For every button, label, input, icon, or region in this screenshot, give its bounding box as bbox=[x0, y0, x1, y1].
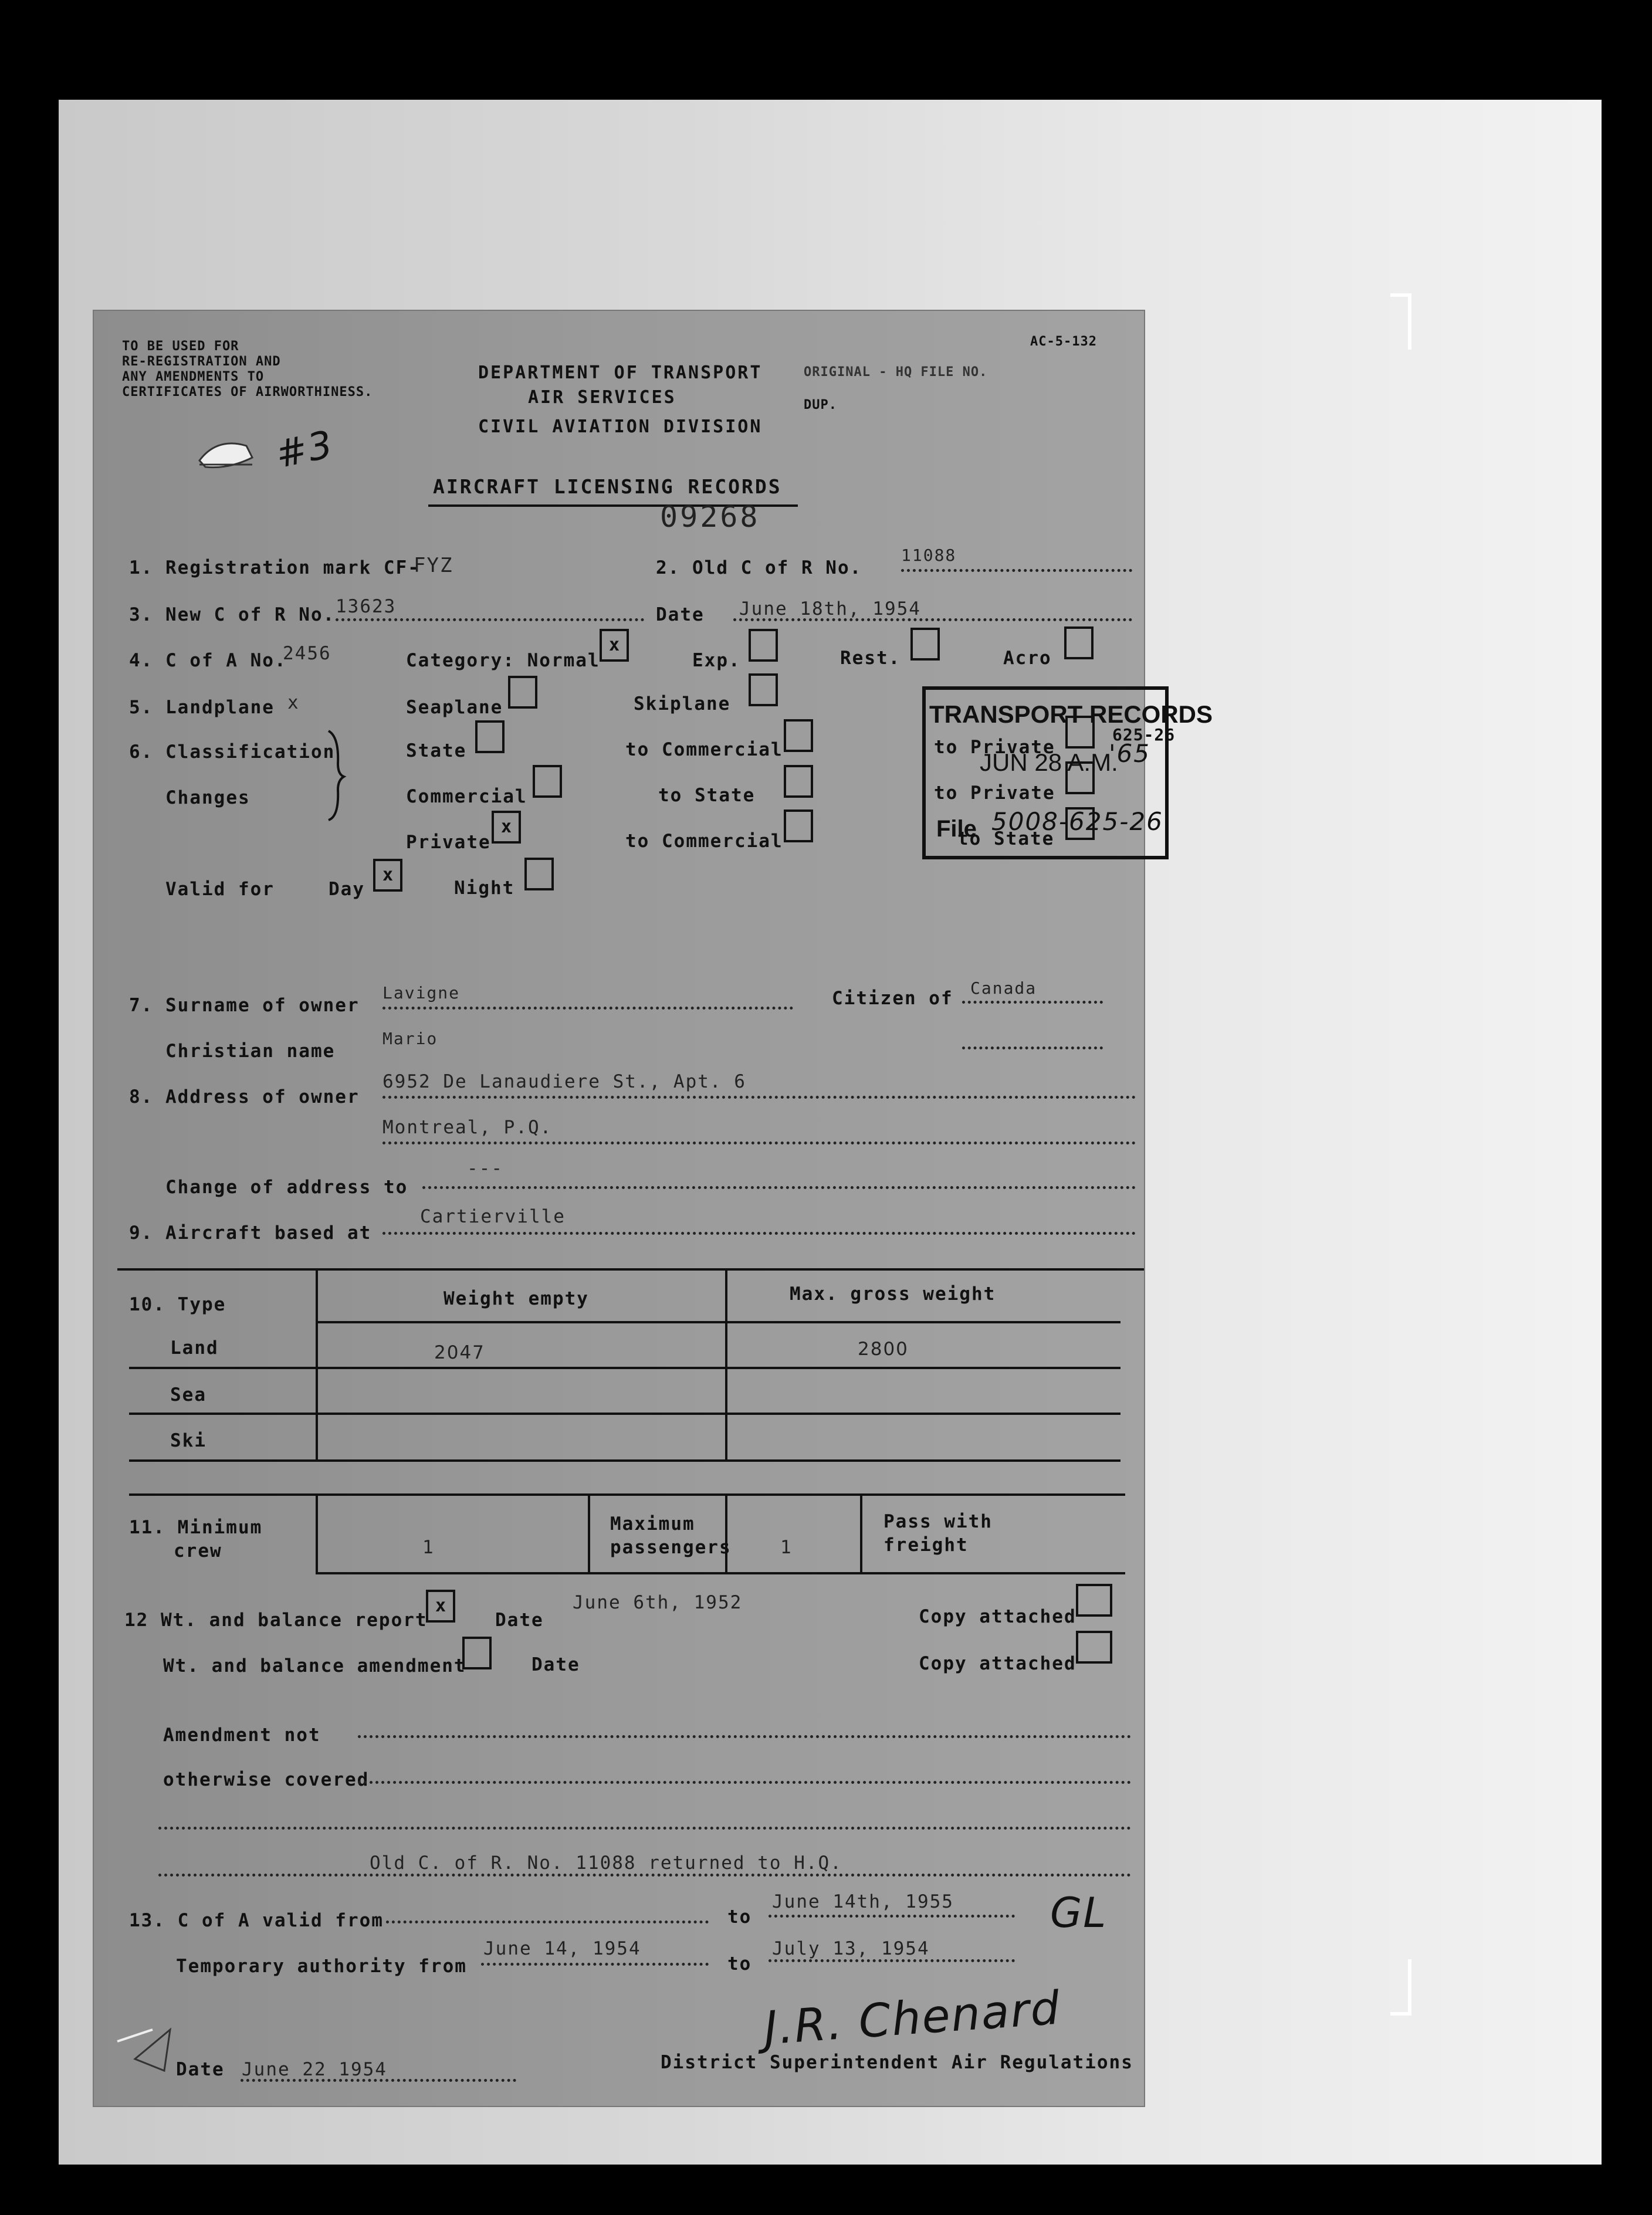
notice-line: TO BE USED FOR bbox=[122, 339, 239, 354]
address-label: 8. Address of owner bbox=[129, 1086, 360, 1108]
notice-line: CERTIFICATES OF AIRWORTHINESS. bbox=[122, 385, 373, 399]
balance-report-label: 12 Wt. and balance report bbox=[124, 1610, 428, 1631]
surname-label: 7. Surname of owner bbox=[129, 995, 360, 1016]
extra-rule bbox=[158, 1827, 1131, 1830]
copy-attached-label-2: Copy attached bbox=[919, 1653, 1076, 1674]
cofa-valid-label: 13. C of A valid from bbox=[129, 1910, 384, 1931]
footer-date-rule bbox=[241, 2079, 516, 2082]
weights-table-divider bbox=[316, 1268, 318, 1459]
corner-fold-mark-icon bbox=[111, 2012, 176, 2077]
class-from-commercial: Commercial bbox=[406, 786, 527, 807]
weights-row-type: Land bbox=[170, 1337, 219, 1359]
margin-mark: #3 bbox=[272, 422, 337, 477]
balance-report-date: June 6th, 1952 bbox=[573, 1592, 743, 1613]
category-rest-label: Rest. bbox=[840, 648, 901, 669]
old-cofr-line bbox=[901, 569, 1132, 572]
class-to-commercial-checkbox[interactable] bbox=[784, 719, 813, 752]
otherwise-covered-label: otherwise covered bbox=[163, 1769, 370, 1790]
copy-attached-checkbox[interactable] bbox=[1076, 1584, 1112, 1617]
min-crew-value: 1 bbox=[422, 1537, 435, 1558]
stamp-file-number: 5008-625-26 bbox=[991, 807, 1163, 836]
class-from-state: State bbox=[406, 740, 467, 761]
pass-freight-label: Pass with bbox=[883, 1511, 993, 1532]
class-to-private-2: to Private bbox=[934, 783, 1055, 804]
notice-line: ANY AMENDMENTS TO bbox=[122, 370, 265, 384]
weights-row-gross: 2800 bbox=[858, 1339, 909, 1360]
christian-name-value: Mario bbox=[382, 1029, 438, 1048]
registration-label: 1. Registration mark CF- bbox=[129, 557, 420, 578]
cofa-value: 2456 bbox=[283, 643, 331, 664]
cofr-date-line bbox=[733, 618, 1132, 621]
valid-for-label: Valid for bbox=[165, 879, 275, 900]
temp-authority-from: June 14, 1954 bbox=[483, 1938, 641, 1959]
form-title: AIRCRAFT LICENSING RECORDS bbox=[433, 475, 782, 498]
stamp-corner-number: 625-26 bbox=[1112, 725, 1176, 744]
cofa-valid-from-rule bbox=[386, 1921, 709, 1923]
weights-row-type: Sea bbox=[170, 1384, 206, 1405]
weights-col-gross: Max. gross weight bbox=[790, 1283, 996, 1305]
christian-right-line bbox=[962, 1046, 1103, 1049]
district-superintendent-label: District Superintendent Air Regulations bbox=[661, 2052, 1133, 2073]
min-crew-label: 11. Minimum bbox=[129, 1517, 263, 1538]
old-cofr-returned-note: Old C. of R. No. 11088 returned to H.Q. bbox=[370, 1852, 842, 1874]
registration-mark: FYZ bbox=[414, 554, 453, 577]
corner-bracket bbox=[1390, 1959, 1411, 2016]
record-number: 09268 bbox=[660, 500, 760, 534]
class-to-private-checkbox[interactable] bbox=[1065, 716, 1095, 749]
temp-authority-to: July 13, 1954 bbox=[772, 1938, 930, 1959]
initials: GL bbox=[1050, 1889, 1108, 1937]
stamp-file-label: File bbox=[936, 816, 977, 842]
crew-table-bottom bbox=[316, 1572, 1125, 1574]
address-line-1: 6952 De Lanaudiere St., Apt. 6 bbox=[382, 1071, 746, 1092]
crew-table-divider bbox=[860, 1493, 862, 1574]
crew-table-top bbox=[129, 1493, 1125, 1496]
new-cofr-label: 3. New C of R No. bbox=[129, 604, 336, 625]
weights-table-rule bbox=[129, 1367, 1120, 1369]
new-cofr-line bbox=[336, 618, 644, 621]
class-from-private: Private bbox=[406, 832, 491, 853]
amendment-not-rule bbox=[358, 1735, 1131, 1738]
old-cofr-value: 11088 bbox=[901, 546, 957, 565]
classification-label: 6. Classification bbox=[129, 741, 336, 763]
class-to-commercial-2: to Commercial bbox=[625, 831, 783, 852]
class-to-private-2-checkbox[interactable] bbox=[1065, 761, 1095, 794]
max-passengers-label-2: passengers bbox=[610, 1537, 732, 1558]
category-rest-checkbox[interactable] bbox=[910, 628, 940, 661]
category-acro-label: Acro bbox=[1003, 648, 1052, 669]
weights-row-type: Ski bbox=[170, 1430, 206, 1451]
valid-night-label: Night bbox=[454, 878, 515, 899]
landplane-mark: x bbox=[287, 692, 300, 713]
weights-table-rule bbox=[129, 1413, 1120, 1415]
changes-label: Changes bbox=[165, 787, 250, 808]
pass-freight-label-2: freight bbox=[883, 1535, 969, 1556]
crew-table-divider bbox=[725, 1493, 727, 1574]
valid-day-label: Day bbox=[329, 879, 365, 900]
notice-line: RE-REGISTRATION AND bbox=[122, 354, 281, 369]
based-at-value: Cartierville bbox=[420, 1206, 566, 1227]
class-to-commercial: to Commercial bbox=[625, 739, 783, 760]
cofa-valid-to: June 14th, 1955 bbox=[772, 1891, 954, 1912]
category-acro-checkbox[interactable] bbox=[1064, 626, 1094, 659]
weights-table-bottom bbox=[129, 1459, 1120, 1462]
citizen-label: Citizen of bbox=[832, 988, 953, 1009]
weights-col-empty: Weight empty bbox=[444, 1288, 589, 1309]
surname-value: Lavigne bbox=[382, 983, 461, 1002]
footer-date-value: June 22 1954 bbox=[242, 2059, 387, 2080]
category-exp-label: Exp. bbox=[692, 650, 741, 671]
class-to-state-2-checkbox[interactable] bbox=[1065, 807, 1095, 840]
date-label: Date bbox=[656, 604, 705, 625]
signature: J.R. Chenard bbox=[762, 1982, 1062, 2055]
valid-day-checkbox[interactable]: x bbox=[373, 859, 402, 892]
copy-attached-checkbox-2[interactable] bbox=[1076, 1631, 1112, 1664]
class-commercial-checkbox[interactable] bbox=[533, 765, 562, 798]
cofa-label: 4. C of A No. bbox=[129, 650, 287, 671]
otherwise-covered-rule bbox=[358, 1781, 1131, 1784]
valid-night-checkbox[interactable] bbox=[524, 858, 554, 890]
new-cofr-value: 13623 bbox=[336, 596, 397, 617]
old-cofr-label: 2. Old C of R No. bbox=[656, 557, 862, 578]
cofa-to-label: to bbox=[727, 1906, 752, 1928]
department-title: DEPARTMENT OF TRANSPORT bbox=[478, 363, 763, 383]
stamp-handwritten-year: '65 bbox=[1109, 739, 1150, 768]
cofa-valid-to-rule bbox=[769, 1915, 1015, 1918]
weights-table-rule bbox=[316, 1321, 1120, 1323]
temp-authority-label: Temporary authority from bbox=[176, 1956, 467, 1977]
temp-to-label: to bbox=[727, 1953, 752, 1974]
copy-attached-label: Copy attached bbox=[919, 1606, 1076, 1627]
division-title: CIVIL AVIATION DIVISION bbox=[478, 416, 763, 437]
weights-col-type: 10. Type bbox=[129, 1294, 226, 1315]
class-to-state-2: to State bbox=[957, 828, 1055, 849]
stamp-title: TRANSPORT RECORDS bbox=[929, 700, 1213, 728]
seaplane-checkbox[interactable] bbox=[508, 676, 537, 709]
note-rule bbox=[158, 1874, 1131, 1877]
seaplane-label: Seaplane bbox=[406, 697, 503, 718]
temp-to-rule bbox=[769, 1959, 1015, 1962]
category-exp-checkbox[interactable] bbox=[749, 629, 778, 662]
citizen-value: Canada bbox=[970, 978, 1037, 998]
weights-row-empty: 2047 bbox=[434, 1342, 485, 1363]
surname-line bbox=[382, 1007, 793, 1010]
based-at-rule bbox=[382, 1232, 1136, 1235]
weights-table-divider bbox=[725, 1268, 727, 1459]
class-to-state: to State bbox=[658, 785, 756, 806]
crew-table-divider bbox=[316, 1493, 318, 1574]
balance-amendment-checkbox[interactable] bbox=[462, 1637, 492, 1669]
christian-name-label: Christian name bbox=[165, 1041, 336, 1062]
footer-date-label: Date bbox=[176, 2059, 225, 2080]
citizen-line bbox=[962, 1001, 1103, 1004]
stamp-date: JUN 28 A.M. bbox=[980, 749, 1118, 776]
cofr-date-value: June 18th, 1954 bbox=[739, 598, 921, 619]
original-label: ORIGINAL - HQ FILE NO. bbox=[804, 365, 988, 380]
landplane-label: 5. Landplane bbox=[129, 697, 275, 718]
skiplane-label: Skiplane bbox=[634, 693, 731, 714]
classification-brace-icon bbox=[324, 729, 347, 822]
service-title: AIR SERVICES bbox=[528, 387, 676, 408]
address-line-1-rule bbox=[382, 1096, 1136, 1099]
temp-from-rule bbox=[481, 1963, 709, 1966]
class-private-checkbox[interactable]: x bbox=[492, 811, 521, 844]
category-normal-checkbox[interactable]: x bbox=[600, 629, 629, 662]
amendment-not-label: Amendment not bbox=[163, 1725, 321, 1746]
max-passengers-label: Maximum bbox=[610, 1513, 695, 1535]
skiplane-checkbox[interactable] bbox=[749, 673, 778, 706]
licensing-form bbox=[94, 311, 1213, 2106]
balance-date-label: Date bbox=[495, 1610, 544, 1631]
dup-label: DUP. bbox=[804, 398, 837, 412]
based-at-label: 9. Aircraft based at bbox=[129, 1222, 372, 1244]
class-state-checkbox[interactable] bbox=[475, 720, 505, 753]
balance-report-checkbox[interactable]: x bbox=[426, 1590, 455, 1623]
class-to-commercial-2-checkbox[interactable] bbox=[784, 810, 813, 842]
hole-punch-mark-icon bbox=[194, 428, 258, 475]
change-address-value: --- bbox=[467, 1158, 503, 1179]
form-number: AC-5-132 bbox=[1030, 334, 1097, 349]
min-crew-label-2: crew bbox=[174, 1540, 222, 1562]
class-to-private: to Private bbox=[934, 737, 1055, 758]
change-address-rule bbox=[422, 1186, 1136, 1189]
address-line-2: Montreal, P.Q. bbox=[382, 1117, 553, 1138]
corner-bracket bbox=[1390, 293, 1411, 350]
category-label: Category: Normal bbox=[406, 650, 600, 671]
change-address-label: Change of address to bbox=[165, 1177, 408, 1198]
crew-table-divider bbox=[588, 1493, 590, 1574]
weights-table-top bbox=[117, 1268, 1144, 1271]
balance-amendment-label: Wt. and balance amendment bbox=[163, 1655, 466, 1677]
address-line-2-rule bbox=[382, 1142, 1136, 1144]
amendment-date-label: Date bbox=[532, 1654, 580, 1675]
class-to-state-checkbox[interactable] bbox=[784, 765, 813, 798]
max-passengers-value: 1 bbox=[780, 1537, 793, 1558]
